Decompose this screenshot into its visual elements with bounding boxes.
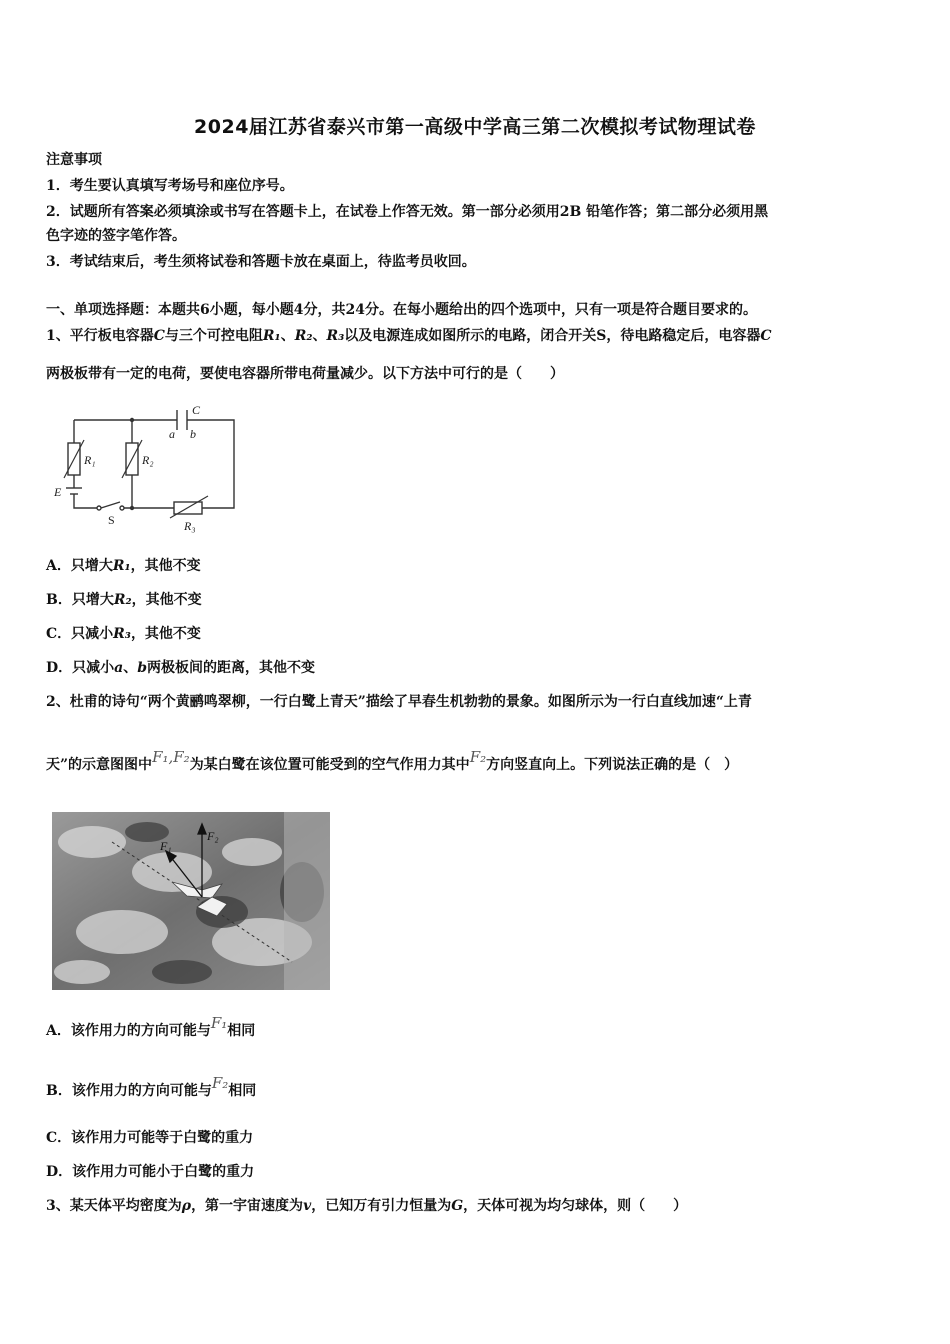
circuit-diagram bbox=[52, 398, 242, 538]
q1-option-b: B．只增大R₂，其他不变 bbox=[46, 592, 202, 608]
label-C: C bbox=[192, 403, 201, 417]
page-title: 2024届江苏省泰兴市第一高级中学高三第二次模拟考试物理试卷 bbox=[194, 116, 756, 138]
label-E: E bbox=[54, 485, 62, 499]
label-R1: R₁ bbox=[84, 453, 96, 467]
label-R2: R₂ bbox=[142, 453, 154, 467]
q1-option-d: D．只减小a、b两极板间的距离，其他不变 bbox=[46, 660, 316, 676]
q3-stem: 3、某天体平均密度为ρ，第一宇宙速度为v，已知万有引力恒量为G，天体可视为均匀球体，则（ ） bbox=[46, 1198, 688, 1214]
notice-heading: 注意事项 bbox=[46, 152, 102, 168]
section-heading: 一、单项选择题：本题共6小题，每小题4分，共24分。在每小题给出的四个选项中，只有一项是符合题目要求的。 bbox=[46, 302, 757, 318]
q1-stem-line1: 1、平行板电容器C与三个可控电阻R₁、R₂、R₃以及电源连成如图所示的电路，闭合开关S，待电路稳定后，电容器C bbox=[46, 328, 772, 344]
label-a: a bbox=[169, 427, 175, 441]
label-F2: F₂ bbox=[207, 829, 219, 843]
q2-option-d: D．该作用力可能小于白鹭的重力 bbox=[46, 1164, 255, 1180]
notice-item: 色字迹的签字笔作答。 bbox=[46, 228, 186, 244]
egret-photo bbox=[52, 812, 330, 990]
q1-option-a: A．只增大R₁，其他不变 bbox=[46, 558, 201, 574]
notice-item: 2．试题所有答案必须填涂或书写在答题卡上，在试卷上作答无效。第一部分必须用2B 铅笔作答；第二部分必须用黑 bbox=[46, 204, 769, 220]
f1-f2-symbol: F₁,F₂ bbox=[152, 748, 190, 766]
q2-stem-line1: 2、杜甫的诗句“两个黄鹂鸣翠柳，一行白鹭上青天”描绘了早春生机勃勃的景象。如图所示为一行白直线加速“上青 bbox=[46, 694, 752, 710]
f2-symbol: F₂ bbox=[469, 748, 487, 766]
notice-item: 3．考试结束后，考生须将试卷和答题卡放在桌面上，待监考员收回。 bbox=[46, 254, 476, 270]
notice-item: 1．考生要认真填写考场号和座位序号。 bbox=[46, 178, 294, 194]
q2-option-c: C．该作用力可能等于白鹭的重力 bbox=[46, 1130, 254, 1146]
q2-option-a: A．该作用力的方向可能与F₁相同 bbox=[46, 1014, 256, 1039]
q2-option-b: B．该作用力的方向可能与F₂相同 bbox=[46, 1074, 257, 1099]
label-b: b bbox=[190, 427, 196, 441]
q1-option-c: C．只减小R₃，其他不变 bbox=[46, 626, 201, 642]
label-F1: F₁ bbox=[160, 839, 172, 853]
junction-dot bbox=[130, 418, 134, 422]
label-R3: R₃ bbox=[184, 519, 196, 533]
junction-dot bbox=[130, 506, 134, 510]
label-S: S bbox=[108, 513, 115, 527]
q2-stem-line2: 天”的示意图图中F₁,F₂为某白鹭在该位置可能受到的空气作用力其中F₂方向竖直向上。下列说法正确的是（ ） bbox=[46, 748, 739, 773]
q1-stem-line2: 两极板带有一定的电荷，要使电容器所带电荷量减少。以下方法中可行的是（ ） bbox=[46, 366, 564, 382]
